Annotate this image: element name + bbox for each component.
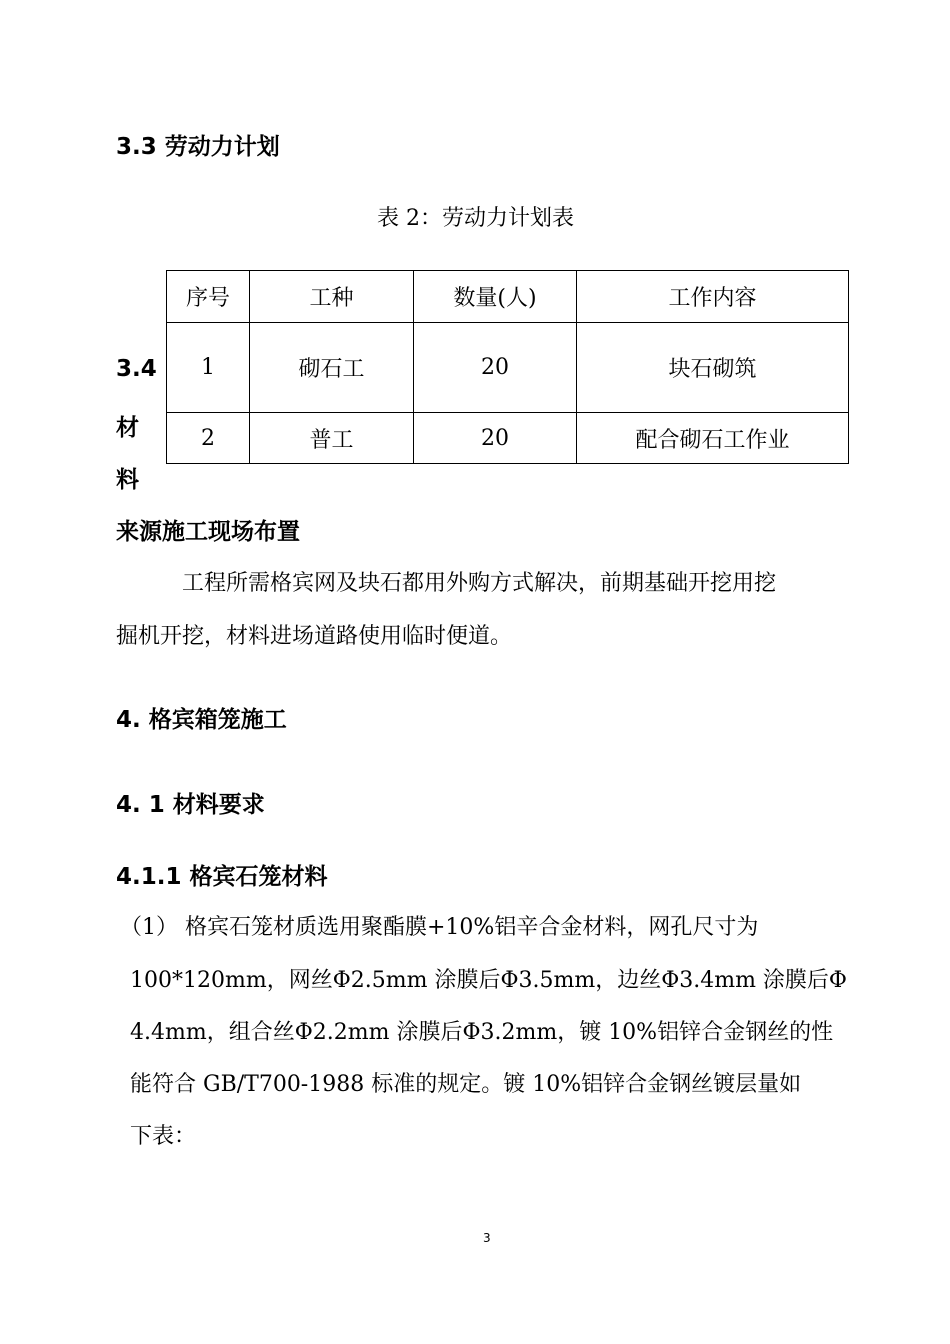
- table-header-row: [167, 271, 849, 323]
- paragraph-line: 工程所需格宾网及块石都用外购方式解决，前期基础开挖用挖: [182, 571, 777, 596]
- paragraph-line: 100*120mm，网丝Φ2.5mm 涂膜后Φ3.5mm，边丝Φ3.4mm 涂膜后Φ: [130, 968, 847, 993]
- header-cell: 序号: [167, 271, 250, 323]
- header-cell: 工作内容: [577, 271, 849, 323]
- table-cell: 20: [414, 413, 577, 464]
- table-cell: 20: [414, 323, 577, 413]
- table-cell: 2: [167, 413, 250, 464]
- section-4-heading: 4. 格宾箱笼施工: [116, 707, 287, 733]
- table-cell: 块石砌筑: [577, 323, 849, 413]
- labor-plan-table: [166, 270, 849, 464]
- table-row: [167, 413, 849, 464]
- section-3-3-heading: 3.3 劳动力计划: [116, 134, 280, 160]
- section-3-4-heading-part: 3.4: [116, 356, 157, 382]
- paragraph-line: 掘机开挖，材料进场道路使用临时便道。: [116, 624, 513, 649]
- page-number: 3: [483, 1231, 491, 1245]
- header-cell: 工种: [250, 271, 414, 323]
- paragraph-line: （1） 格宾石笼材质选用聚酯膜+10%铝辛合金材料，网孔尺寸为: [120, 915, 759, 940]
- paragraph-line: 下表：: [130, 1124, 197, 1149]
- section-3-4-heading-rest: 来源施工现场布置: [116, 519, 300, 545]
- header-cell: 数量(人): [414, 271, 577, 323]
- table-row: [167, 323, 849, 413]
- table-cell: 普工: [250, 413, 414, 464]
- section-4-1-heading: 4. 1 材料要求: [116, 792, 265, 818]
- table-cell: 1: [167, 323, 250, 413]
- paragraph-line: 4.4mm，组合丝Φ2.2mm 涂膜后Φ3.2mm，镀 10%铝锌合金钢丝的性: [130, 1020, 834, 1045]
- table-caption: 表 2：劳动力计划表: [377, 206, 574, 231]
- section-3-4-heading-part: 料: [116, 467, 139, 493]
- table-cell: 砌石工: [250, 323, 414, 413]
- section-3-4-heading-part: 材: [116, 415, 139, 441]
- table-cell: 配合砌石工作业: [577, 413, 849, 464]
- section-4-1-1-heading: 4.1.1 格宾石笼材料: [116, 864, 328, 890]
- paragraph-line: 能符合 GB/T700-1988 标准的规定。镀 10%铝锌合金钢丝镀层量如: [130, 1072, 802, 1097]
